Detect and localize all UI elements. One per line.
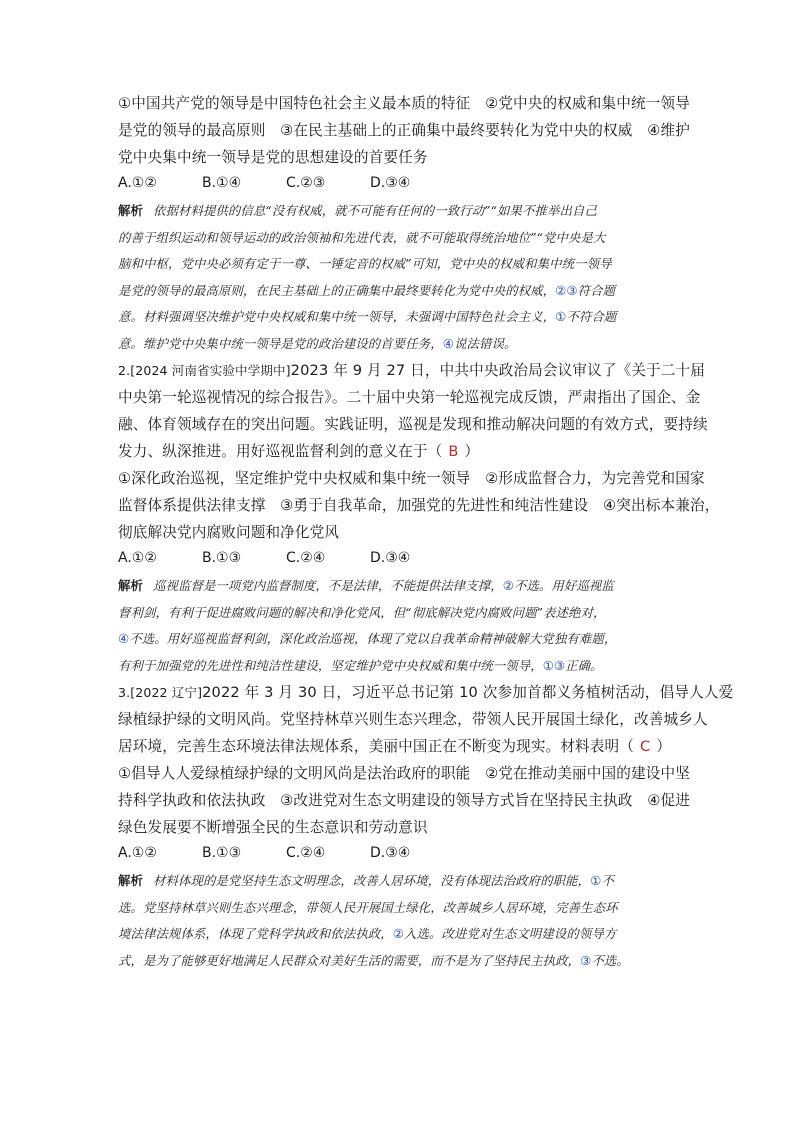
question-2-answer: B: [448, 443, 459, 460]
question-3: [118, 679, 734, 974]
explanation-line: ④不选。用好巡视监督利剑，深化政治巡视，体现了党以自我革命精神破解大党独有难题，: [118, 631, 617, 646]
question-2-stem-start: 2023 年 9 月 27 日，中共中央政治局会议审议了《关于二十届: [290, 362, 706, 379]
question-2-close-paren: ）: [464, 443, 480, 460]
explanation-line: 选。党坚持林草兴则生态兴理念，带领人民开展国土绿化，改善城乡人居环境，完善生态环: [118, 899, 618, 915]
explanation-text: 依据材料提供的信息“没有权威，就不可能有任何的一致行动”“如果不推举出自己: [152, 203, 597, 218]
question-3-stem-line: [118, 679, 734, 706]
question-1-explanation: [118, 198, 680, 357]
question-2-stem-line: 中央第一轮巡视情况的综合报告》。二十届中央第一轮巡视完成反馈，严肃指出了国企、金: [118, 389, 701, 406]
option-c: C.②④: [286, 845, 326, 861]
question-3-options: [118, 841, 680, 866]
question-2-statement-line: 彻底解决党内腐败问题和净化党风: [118, 524, 340, 541]
explanation-line: 脑和中枢，党中央必须有定于一尊、一锤定音的权威”可知，党中央的权威和集中统一领导: [118, 256, 612, 271]
option-c: C.②④: [286, 550, 326, 566]
question-1-options: [118, 171, 680, 196]
question-3-source: 3.[2022 辽宁]: [118, 685, 203, 700]
explanation-text: 巡视监督是一项党内监督制度，不是法律，不能提供法律支撑，②不选。用好巡视监: [152, 578, 614, 593]
option-b: B.①④: [202, 175, 242, 191]
explanation-line: 意。材料强调坚决维护党中央权威和集中统一领导，未强调中国特色社会主义，①不符合题: [118, 309, 617, 324]
question-3-stem-line: [118, 733, 680, 760]
option-b: B.①③: [202, 550, 242, 566]
explanation-line: 的善于组织运动和领导运动的政治领袖和先进代表，就不可能取得统治地位”“党中央是大: [118, 229, 606, 245]
question-2: [118, 357, 720, 679]
question-3-stem-end: 居环境，完善生态环境法律法规体系，美丽中国正在不断变为现实。材料表明（: [118, 738, 635, 755]
option-d: D.③④: [370, 845, 411, 861]
explanation-tag: 解析: [118, 873, 143, 888]
explanation-line: 督利剑，有利于促进腐败问题的解决和净化党风，但“彻底解决党内腐败问题”表述绝对，: [118, 604, 606, 620]
question-1-line: ①中国共产党的领导是中国特色社会主义最本质的特征 ②党中央的权威和集中统一领导: [118, 95, 690, 112]
explanation-tag: 解析: [118, 203, 143, 218]
option-d: D.③④: [370, 175, 411, 191]
explanation-line: 是党的领导的最高原则，在民主基础上的正确集中最终要转化为党中央的权威，②③符合题: [118, 282, 616, 298]
option-d: D.③④: [370, 550, 411, 566]
question-3-answer: C: [640, 738, 651, 755]
option-a: A.①②: [118, 175, 157, 191]
explanation-line: [118, 868, 680, 895]
question-1-line: 党中央集中统一领导是党的思想建设的首要任务: [118, 149, 428, 166]
question-3-close-paren: ）: [656, 738, 672, 755]
document-page: [118, 90, 734, 974]
question-2-stem-line: 融、体育领域存在的突出问题。实践证明，巡视是发现和推动解决问题的有效方式，要持续: [118, 416, 708, 433]
explanation-line: 境法律法规体系，体现了党科学执政和依法执政，②入选。改进党对生态文明建设的领导方: [118, 926, 617, 941]
question-3-statement-line: ①倡导人人爱绿植绿护绿的文明风尚是法治政府的职能 ②党在推动美丽中国的建设中坚: [118, 765, 690, 782]
question-1-line: 是党的领导的最高原则 ③在民主基础上的正确集中最终要转化为党中央的权威 ④维护: [118, 122, 690, 139]
option-c: C.②③: [286, 175, 326, 191]
option-b: B.①③: [202, 845, 242, 861]
question-2-statement-line: ①深化政治巡视，坚定维护党中央权威和集中统一领导 ②形成监督合力，为完善党和国家: [118, 470, 705, 487]
question-3-statement-line: 绿色发展要不断增强全民的生态意识和劳动意识: [118, 819, 428, 836]
explanation-line: [118, 573, 680, 600]
explanation-line: 式，是为了能够更好地满足人民群众对美好生活的需要，而不是为了坚持民主执政，③不选。: [118, 952, 629, 968]
explanation-line: 意。维护党中央集中统一领导是党的政治建设的首要任务，④说法错误。: [118, 335, 517, 351]
explanation-line: 有利于加强党的先进性和纯洁性建设，坚定维护党中央权威和集中统一领导，①③正确。: [118, 657, 603, 673]
question-1-statements: [118, 90, 690, 171]
question-3-stem-line: 绿植绿护绿的文明风尚。党坚持林草兴则生态兴理念，带领人民开展国土绿化，改善城乡人: [118, 711, 708, 728]
explanation-tag: 解析: [118, 578, 143, 593]
option-a: A.①②: [118, 845, 157, 861]
option-a: A.①②: [118, 550, 157, 566]
question-2-source: 2.[2024 河南省实验中学期中]: [118, 363, 291, 378]
question-2-stem-end: 发力、纵深推进。用好巡视监督利剑的意义在于（: [118, 443, 443, 460]
question-3-statement-line: 持科学执政和依法执政 ③改进党对生态文明建设的领导方式旨在坚持民主执政 ④促进: [118, 792, 690, 809]
question-2-stem-line: [118, 438, 680, 465]
explanation-text: 材料体现的是党坚持生态文明理念，改善人居环境，没有体现法治政府的职能，①不: [152, 873, 614, 888]
question-2-options: [118, 546, 680, 571]
question-2-stem-line: [118, 357, 706, 384]
question-3-stem-start: 2022 年 3 月 30 日，习近平总书记第 10 次参加首都义务植树活动，倡导人人爱: [202, 684, 734, 701]
question-2-statement-line: 监督体系提供法律支撑 ③勇于自我革命，加强党的先进性和纯洁性建设 ④突出标本兼治，: [118, 497, 720, 514]
explanation-line: [118, 198, 680, 225]
